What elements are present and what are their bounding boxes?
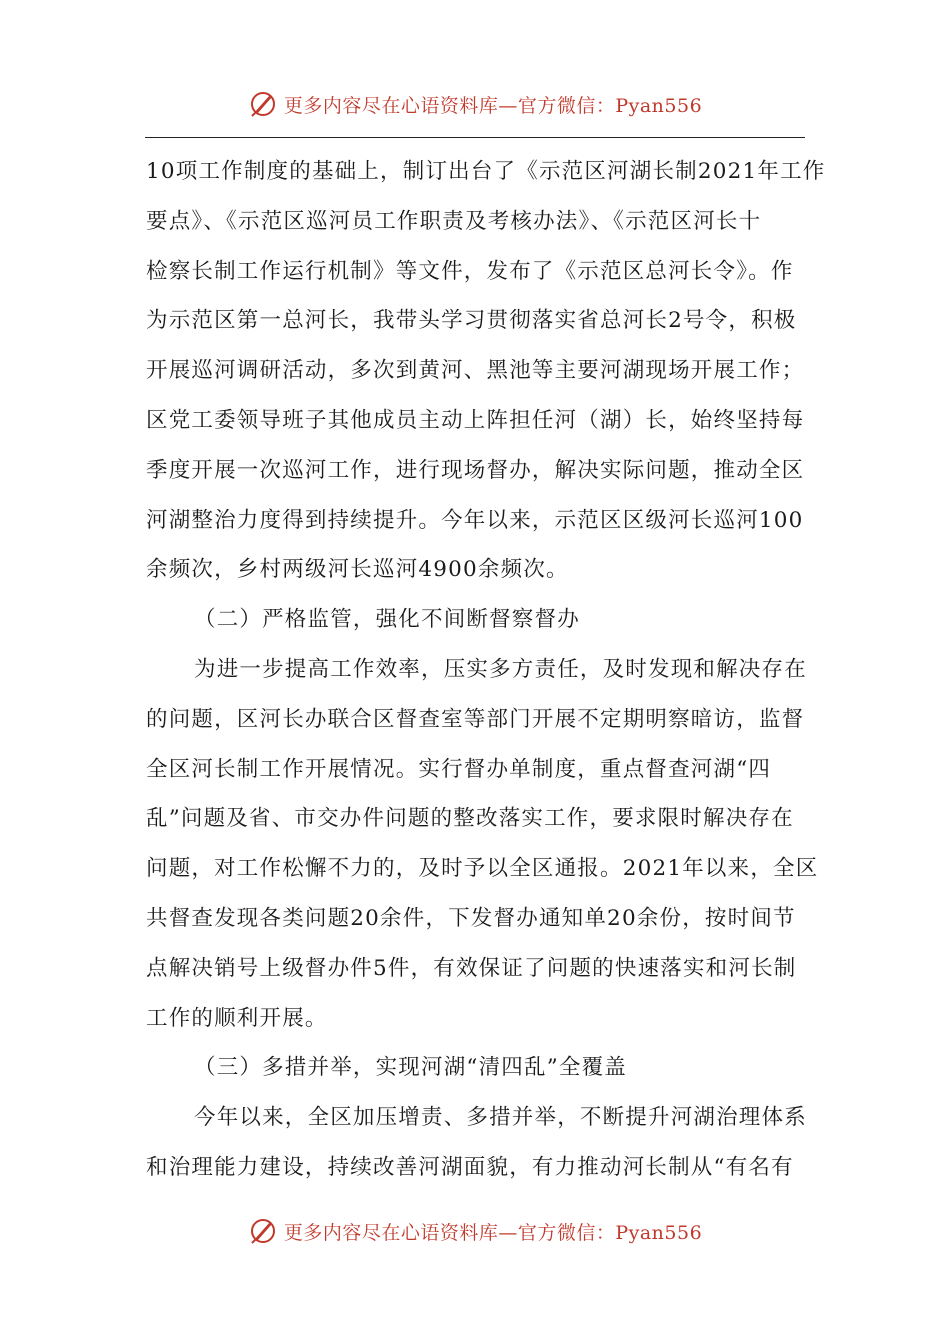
section-heading-2: （二）严格监管，强化不间断督察督办 — [194, 607, 580, 633]
header-watermark — [0, 82, 950, 126]
paragraph-2: 为进一步提高工作效率，压实多方责任，及时发现和解决存在 的问题，区河长办联合区督查室等部门开展不定期明察暗访，监督 全区河长制工作开展情况。实行督办单制度，重点督查河湖“四 乱”问题及省、市交办件问题的整改落实工作，要求限时解决存在 问题，对工作松懈不力的，及时予以全区通报。2021年以来，全区 共督查发现各类问题20余件，下发督办通知单20余份，按时间节 点解决销号上级督办件5件，有效保证了问题的快速落实和河长制 工作的顺利开展。 — [146, 656, 819, 1031]
quill-logo-icon — [248, 89, 278, 119]
watermark-text: 更多内容尽在心语资料库—官方微信：Pyan556 — [283, 94, 703, 117]
paragraph-3: 今年以来，全区加压增责、多措并举，不断提升河湖治理体系 和治理能力建设，持续改善河湖面貌，有力推动河长制从“有名有 — [146, 1105, 807, 1180]
watermark-text: 更多内容尽在心语资料库—官方微信：Pyan556 — [283, 1221, 703, 1244]
section-heading-3: （三）多措并举，实现河湖“清四乱”全覆盖 — [194, 1055, 627, 1081]
footer-watermark — [0, 1209, 950, 1253]
document-body — [146, 147, 826, 1193]
paragraph-1: 10项工作制度的基础上，制订出台了《示范区河湖长制2021年工作 要点》、《示范区巡河员工作职责及考核办法》、《示范区河长十 检察长制工作运行机制》等文件，发布了《示范区总河长令》。作 为示范区第一总河长，我带头学习贯彻落实省总河长2号令，积极 开展巡河调研活动，多次到黄河、黑池等主要河湖现场开展工作； 区党工委领导班子其他成员主动上阵担任河（湖）长，始终坚持每 季度开展一次巡河工作，进行现场督办，解决实际问题，推动全区 河湖整治力度得到持续提升。今年以来，示范区区级河长巡河100 余频次，乡村两级河长巡河4900余频次。 — [146, 159, 826, 583]
quill-logo-icon — [248, 1216, 278, 1246]
header-rule — [145, 137, 805, 138]
